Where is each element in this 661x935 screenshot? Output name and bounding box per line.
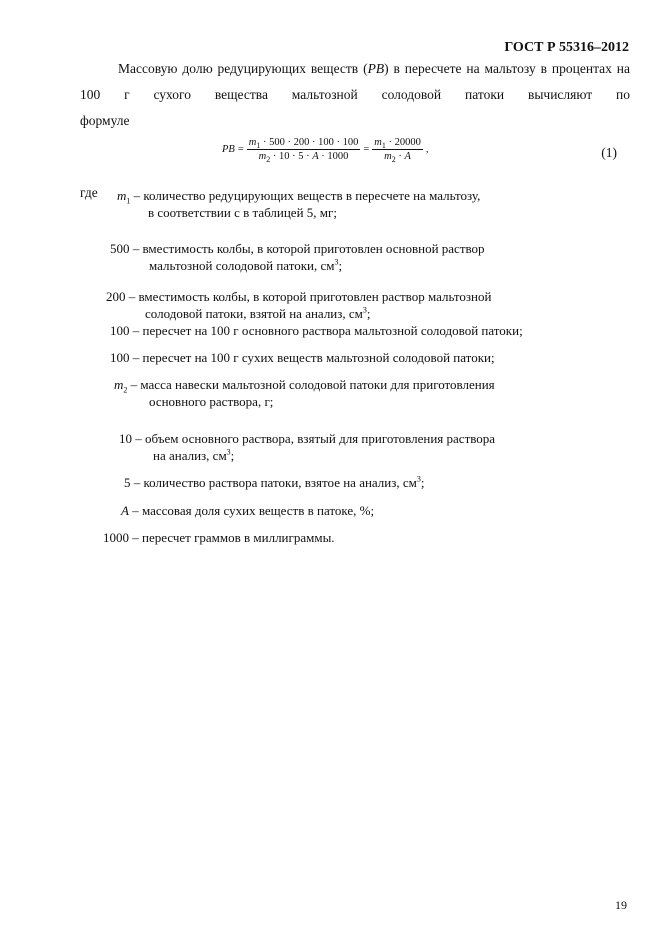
sym: 100	[110, 350, 130, 365]
sub-1: 1	[256, 141, 261, 151]
formula-equals: =	[237, 144, 244, 155]
intro-text-a: Массовую долю редуцирующих веществ (	[118, 61, 368, 76]
fraction-2-denominator	[382, 150, 413, 165]
fraction-1	[247, 137, 361, 165]
pb-symbol: PB	[367, 61, 385, 76]
text: – пересчет на 100 г основного раствора мальтозной солодовой патоки;	[129, 323, 523, 338]
sym: m	[117, 188, 127, 203]
standard-header: ГОСТ Р 55316–2012	[504, 40, 629, 55]
legend-item-200	[106, 288, 491, 322]
legend-item-5	[124, 474, 425, 491]
var-a: A	[404, 151, 411, 162]
sym: A	[121, 503, 129, 518]
sub: 2	[123, 385, 128, 395]
legend-item-10	[119, 430, 495, 464]
var-m: m	[248, 137, 257, 148]
formula-tail: ,	[425, 144, 429, 155]
sym: 500	[110, 241, 130, 256]
end: ;	[230, 448, 235, 463]
text-cont: основного раствора, г;	[149, 394, 274, 409]
legend-item-100-a	[110, 322, 523, 339]
fraction-1-numerator	[247, 137, 361, 150]
var-m: m	[384, 151, 392, 162]
where-label: где	[80, 185, 98, 200]
legend-item-a	[121, 502, 374, 519]
fraction-1-denominator	[257, 150, 351, 165]
text-cont: солодовой патоки, взятой на анализ, см	[145, 306, 363, 321]
legend-item-100-b	[110, 349, 495, 366]
sym: 5	[124, 475, 131, 490]
var-m: m	[258, 151, 267, 162]
fraction-2	[372, 137, 423, 165]
page-number: 19	[615, 898, 627, 912]
num-rest: · 20000	[385, 137, 421, 148]
sym: 1000	[103, 530, 129, 545]
legend-item-1000	[103, 529, 335, 546]
sub-1: 1	[381, 141, 386, 151]
text: – пересчет на 100 г сухих веществ мальтозной солодовой патоки;	[129, 350, 495, 365]
sub: 1	[126, 196, 131, 206]
legend-item-500	[110, 240, 485, 274]
text: – вместимость колбы, в которой приготовлен основной раствор	[129, 241, 485, 256]
var-a: A	[312, 151, 319, 162]
sym: 200	[106, 289, 126, 304]
text: – пересчет граммов в миллиграммы.	[129, 530, 335, 545]
text: – масса навески мальтозной солодовой патоки для приготовления	[127, 377, 495, 392]
intro-formula-word: формуле	[80, 113, 130, 128]
intro-text-b: ) в пересчете на мальтозу в процентах на 100 г сухого вещества мальтозной солодовой патоки вычисляют по	[80, 61, 631, 102]
end: ;	[420, 475, 425, 490]
legend-item-m2	[114, 376, 495, 410]
num-rest: · 500 · 200 · 100 · 100	[260, 137, 359, 148]
var-m: m	[374, 137, 382, 148]
sup: 3	[334, 257, 339, 267]
fraction-2-numerator	[372, 137, 423, 150]
sym: 10	[119, 431, 132, 446]
formula	[222, 137, 429, 165]
sub-2: 2	[391, 155, 396, 165]
den-rest: · 10 · 5 ·	[270, 151, 313, 162]
text-cont: мальтозной солодовой патоки, см	[149, 258, 335, 273]
text-cont: в соответствии с в таблицей 5, мг;	[148, 205, 337, 220]
text: – вместимость колбы, в которой приготовлен раствор мальтозной	[125, 289, 492, 304]
end: ;	[366, 306, 371, 321]
end: ;	[338, 258, 343, 273]
formula-equals-2: =	[363, 144, 370, 155]
den-rest-2: · 1000	[318, 151, 349, 162]
equation-number: (1)	[601, 145, 617, 160]
text: – объем основного раствора, взятый для приготовления раствора	[132, 431, 496, 446]
intro-paragraph	[80, 56, 630, 108]
text: – количество раствора патоки, взятое на анализ, см	[130, 475, 417, 490]
sym: m	[114, 377, 124, 392]
formula-lhs: PB	[222, 144, 235, 155]
text: – массовая доля сухих веществ в патоке, %;	[128, 503, 375, 518]
sup: 3	[416, 474, 421, 484]
sup: 3	[362, 305, 367, 315]
legend-item-m1	[117, 187, 480, 221]
text-cont: на анализ, см	[153, 448, 227, 463]
sup: 3	[226, 447, 231, 457]
sub-2: 2	[266, 155, 271, 165]
den-rest: ·	[395, 151, 405, 162]
text: – количество редуцирующих веществ в пересчете на мальтозу,	[130, 188, 481, 203]
sym: 100	[110, 323, 130, 338]
